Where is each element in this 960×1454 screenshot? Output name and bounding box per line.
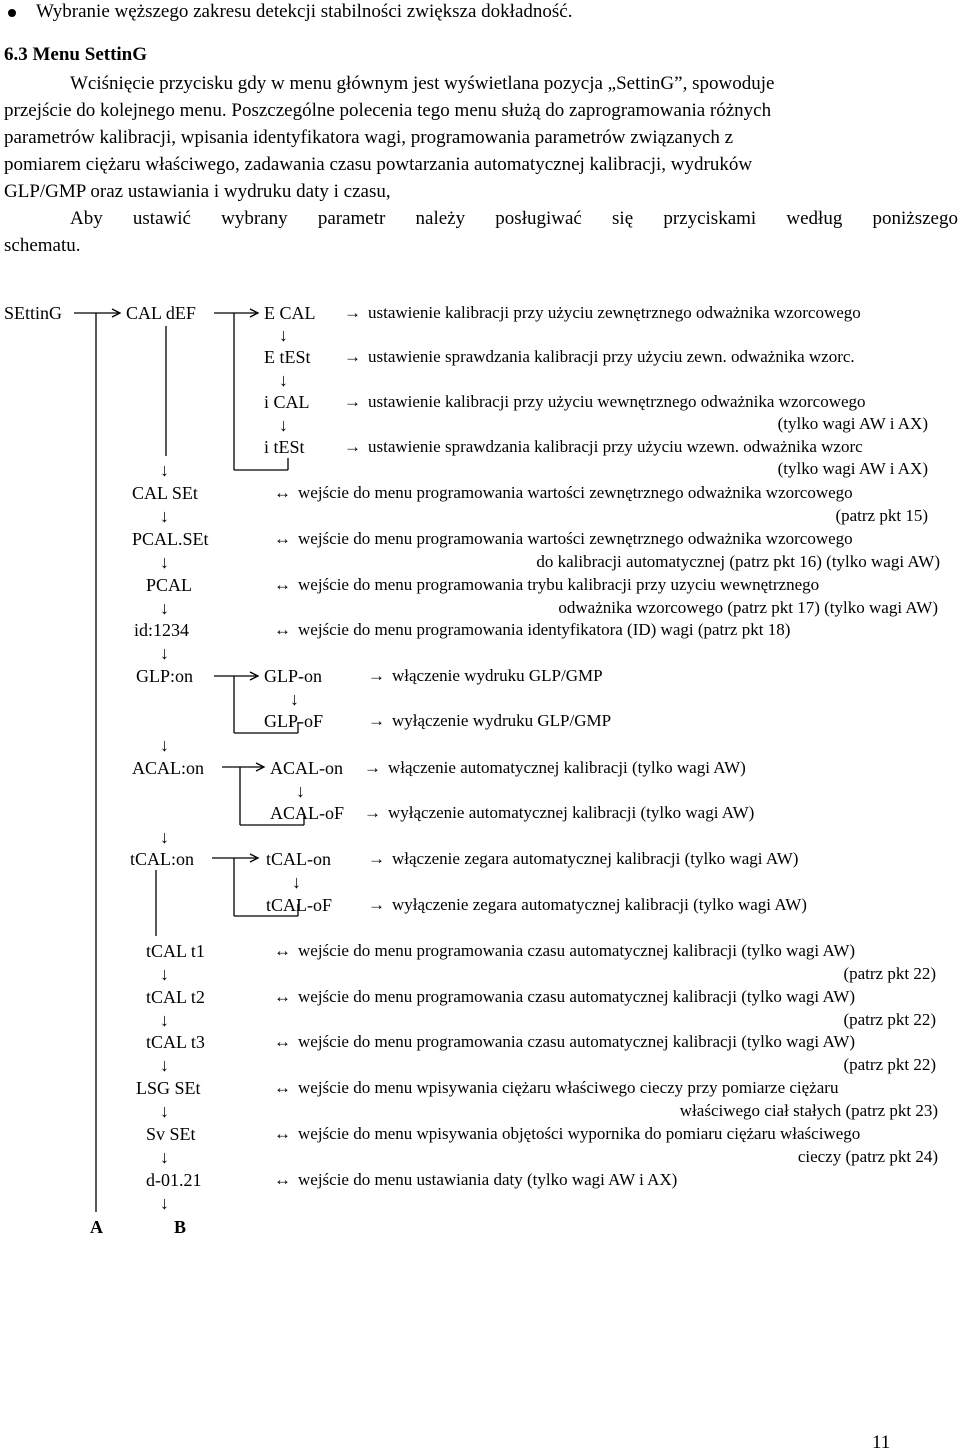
arrow-down-icon: ↓	[160, 506, 169, 526]
marker-a: A	[90, 1217, 103, 1237]
arrow-down-icon: ↓	[160, 1055, 169, 1075]
desc-tcal-t3: wejście do menu programowania czasu automatycznej kalibracji (tylko wagi AW)	[298, 1032, 856, 1051]
arrow-right-icon: →	[368, 849, 385, 868]
intro-line-6: Aby ustawić wybrany parametr należy posługiwać się przyciskami według poniższego	[70, 208, 958, 229]
arrow-right-icon: →	[364, 803, 381, 822]
bidir-arrow-icon: ↔	[274, 483, 291, 502]
arrow-down-icon: ↓	[160, 1010, 169, 1030]
desc-i-cal-2: (tylko wagi AW i AX)	[777, 414, 928, 433]
menu-tcal-on: tCAL-on	[266, 849, 331, 869]
intro-line-7: schematu.	[4, 235, 81, 256]
section-heading: 6.3 Menu SettinG	[4, 44, 148, 65]
desc-date: wejście do menu ustawiania daty (tylko wagi AW i AX)	[298, 1170, 678, 1189]
desc-glp-on: włączenie wydruku GLP/GMP	[392, 666, 603, 685]
arrow-down-icon: ↓	[160, 598, 169, 618]
menu-glp: GLP:on	[136, 666, 194, 686]
desc-i-test-2: (tylko wagi AW i AX)	[777, 459, 928, 478]
desc-sv-set-2: cieczy (patrz pkt 24)	[797, 1147, 938, 1166]
arrow-down-icon: ↓	[279, 325, 288, 345]
arrow-right-icon: →	[368, 711, 385, 730]
desc-tcal-t1-2: (patrz pkt 22)	[843, 964, 936, 983]
desc-cal-set-2: (patrz pkt 15)	[835, 506, 928, 525]
desc-i-cal: ustawienie kalibracji przy użyciu wewnętrznego odważnika wzorcowego	[368, 392, 866, 411]
bidir-arrow-icon: ↔	[274, 1078, 291, 1097]
desc-cal-set: wejście do menu programowania wartości zewnętrznego odważnika wzorcowego	[298, 483, 853, 502]
menu-i-test: i tESt	[264, 437, 305, 457]
menu-tcal: tCAL:on	[130, 849, 195, 869]
menu-pcal: PCAL	[146, 575, 193, 595]
menu-tcal-t3: tCAL t3	[146, 1032, 205, 1052]
desc-tcal-t2-2: (patrz pkt 22)	[843, 1010, 936, 1029]
desc-pcal: wejście do menu programowania trybu kalibracji przy uzyciu wewnętrznego	[298, 575, 820, 594]
desc-tcal-t3-2: (patrz pkt 22)	[843, 1055, 936, 1074]
menu-root-setting: SEttinG	[4, 303, 63, 323]
menu-id: id:1234	[134, 620, 190, 640]
bidir-arrow-icon: ↔	[274, 575, 291, 594]
arrow-down-icon: ↓	[160, 827, 169, 847]
arrow-down-icon: ↓	[279, 370, 288, 390]
desc-acal-of: wyłączenie automatycznej kalibracji (tylko wagi AW)	[388, 803, 755, 822]
arrow-right-icon: →	[368, 666, 385, 685]
arrow-down-icon: ↓	[160, 460, 169, 480]
desc-sv-set: wejście do menu wpisywania objętości wypornika do pomiaru ciężaru właściwego	[298, 1124, 861, 1143]
desc-lsg-set: wejście do menu wpisywania ciężaru właściwego cieczy przy pomiarze ciężaru	[298, 1078, 839, 1097]
arrow-right-icon: →	[364, 758, 381, 777]
bullet-text: Wybranie węższego zakresu detekcji stabilności zwiększa dokładność.	[36, 1, 573, 22]
arrow-down-icon: ↓	[290, 689, 299, 709]
menu-cal-set: CAL SEt	[132, 483, 198, 503]
desc-tcal-on: włączenie zegara automatycznej kalibracji (tylko wagi AW)	[392, 849, 799, 868]
intro-line-1: Wciśnięcie przycisku gdy w menu głównym jest wyświetlana pozycja „SettinG”, spowoduje	[70, 73, 775, 94]
intro-line-4: pomiarem ciężaru właściwego, zadawania czasu powtarzania automatycznej kalibracji, wydruków	[4, 154, 753, 175]
menu-e-cal: E CAL	[264, 303, 316, 323]
menu-tcal-t1: tCAL t1	[146, 941, 205, 961]
desc-tcal-t2: wejście do menu programowania czasu automatycznej kalibracji (tylko wagi AW)	[298, 987, 856, 1006]
menu-cal-def: CAL dEF	[126, 303, 196, 323]
desc-acal-on: włączenie automatycznej kalibracji (tylko wagi AW)	[388, 758, 746, 777]
desc-e-cal: ustawienie kalibracji przy użyciu zewnętrznego odważnika wzorcowego	[368, 303, 861, 322]
desc-tcal-of: wyłączenie zegara automatycznej kalibracji (tylko wagi AW)	[392, 895, 807, 914]
arrow-down-icon: ↓	[160, 643, 169, 663]
desc-glp-of: wyłączenie wydruku GLP/GMP	[392, 711, 612, 730]
desc-pcal-set: wejście do menu programowania wartości zewnętrznego odważnika wzorcowego	[298, 529, 853, 548]
marker-b: B	[174, 1217, 187, 1237]
bidir-arrow-icon: ↔	[274, 941, 291, 960]
menu-acal-on: ACAL-on	[270, 758, 343, 778]
arrow-right-icon: →	[368, 895, 385, 914]
menu-e-test: E tESt	[264, 347, 311, 367]
arrow-down-icon: ↓	[279, 415, 288, 435]
arrow-down-icon: ↓	[160, 1147, 169, 1167]
bidir-arrow-icon: ↔	[274, 1032, 291, 1051]
menu-pcal-set: PCAL.SEt	[132, 529, 209, 549]
desc-i-test-arrow: →	[344, 437, 361, 456]
desc-lsg-set-2: właściwego ciał stałych (patrz pkt 23)	[679, 1101, 938, 1120]
menu-lsg-set: LSG SEt	[136, 1078, 201, 1098]
arrow-down-icon: ↓	[296, 781, 305, 801]
intro-line-2: przejście do kolejnego menu. Poszczególne polecenia tego menu służą do zaprogramowania różnych	[4, 100, 772, 121]
menu-tcal-of: tCAL-oF	[266, 895, 333, 915]
arrow-down-icon: ↓	[160, 1193, 169, 1213]
desc-i-cal-arrow: →	[344, 392, 361, 411]
intro-line-5: GLP/GMP oraz ustawiania i wydruku daty i czasu,	[4, 181, 391, 202]
desc-pcal-2: odważnika wzorcowego (patrz pkt 17) (tylko wagi AW)	[558, 598, 938, 617]
bidir-arrow-icon: ↔	[274, 529, 291, 548]
desc-e-cal-arrow: →	[344, 303, 361, 322]
arrow-down-icon: ↓	[160, 964, 169, 984]
arrow-down-icon: ↓	[160, 1101, 169, 1121]
menu-tcal-t2: tCAL t2	[146, 987, 205, 1007]
page-number: 11	[872, 1432, 891, 1453]
menu-i-cal: i CAL	[264, 392, 310, 412]
desc-i-test: ustawienie sprawdzania kalibracji przy użyciu wzewn. odważnika wzorc	[368, 437, 863, 456]
arrow-down-icon: ↓	[160, 552, 169, 572]
menu-sv-set: Sv SEt	[146, 1124, 196, 1144]
arrow-down-icon: ↓	[292, 872, 301, 892]
desc-id: wejście do menu programowania identyfikatora (ID) wagi (patrz pkt 18)	[298, 620, 791, 639]
desc-tcal-t1: wejście do menu programowania czasu automatycznej kalibracji (tylko wagi AW)	[298, 941, 856, 960]
desc-pcal-set-2: do kalibracji automatycznej (patrz pkt 16) (tylko wagi AW)	[536, 552, 940, 571]
arrow-down-icon: ↓	[160, 735, 169, 755]
menu-acal: ACAL:on	[132, 758, 204, 778]
menu-date: d-01.21	[146, 1170, 202, 1190]
bidir-arrow-icon: ↔	[274, 1170, 291, 1189]
menu-glp-of: GLP-oF	[264, 711, 324, 731]
menu-glp-on: GLP-on	[264, 666, 322, 686]
bidir-arrow-icon: ↔	[274, 620, 291, 639]
desc-e-test-arrow: →	[344, 347, 361, 366]
bidir-arrow-icon: ↔	[274, 987, 291, 1006]
desc-e-test: ustawienie sprawdzania kalibracji przy użyciu zewn. odważnika wzorc.	[368, 347, 855, 366]
bidir-arrow-icon: ↔	[274, 1124, 291, 1143]
intro-line-3: parametrów kalibracji, wpisania identyfikatora wagi, programowania parametrów związanych z	[4, 127, 734, 148]
menu-acal-of: ACAL-oF	[270, 803, 345, 823]
